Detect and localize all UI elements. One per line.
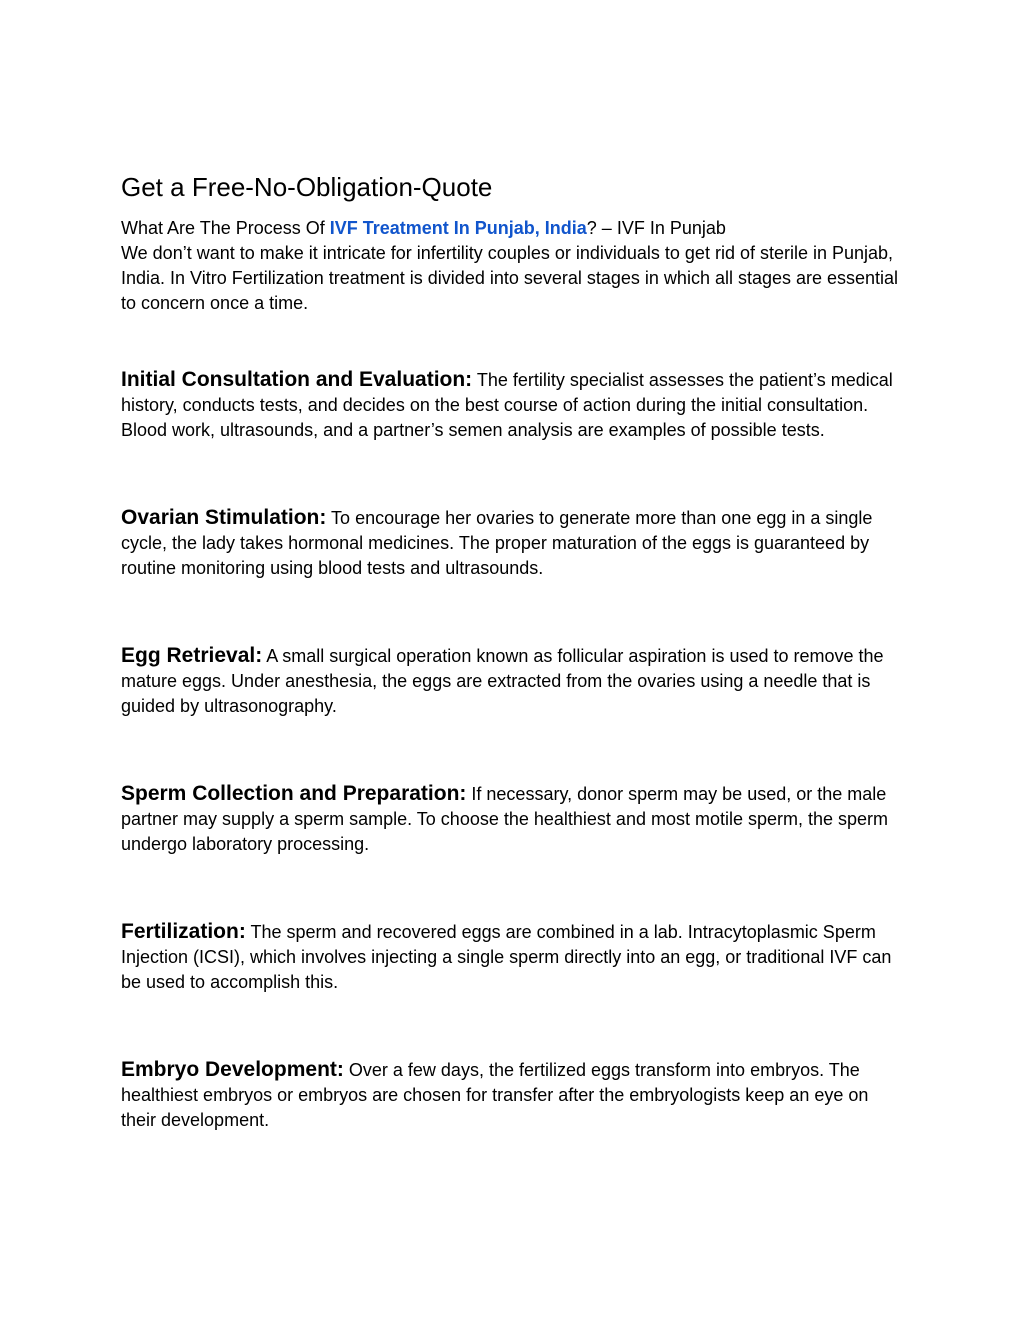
section-embryo-development [121,1057,904,1133]
section-text: A small surgical operation known as follicular aspiration is used to remove the mature eggs. Under anesthesia, the eggs are extracted from the ovaries using a needle that is guided by ultrasonography. [121,646,884,716]
section-initial-consultation [121,367,904,443]
section-heading: Egg Retrieval: [121,644,263,667]
section-text: Over a few days, the fertilized eggs transform into embryos. The healthiest embryos or embryos are chosen for transfer after the embryologists keep an eye on their development. [121,1060,869,1130]
section-egg-retrieval [121,643,904,719]
section-ovarian-stimulation [121,505,904,581]
ivf-treatment-link[interactable]: IVF Treatment In Punjab, India [329,218,587,238]
section-heading: Fertilization: [121,920,246,943]
section-text: To encourage her ovaries to generate more than one egg in a single cycle, the lady takes hormonal medicines. The proper maturation of the eggs is guaranteed by routine monitoring using blood tests and ultrasounds. [121,508,873,578]
section-sperm-collection [121,781,904,857]
section-text: If necessary, donor sperm may be used, or the male partner may supply a sperm sample. To choose the healthiest and most motile sperm, the sperm undergo laboratory processing. [121,784,889,854]
intro-question-prefix: What Are The Process Of [121,218,330,238]
section-fertilization [121,919,904,995]
section-heading: Sperm Collection and Preparation: [121,782,467,805]
section-text: The sperm and recovered eggs are combined in a lab. Intracytoplasmic Sperm Injection (ICSI), which involves injecting a single sperm directly into an egg, or traditional IVF can be used to accomplish this. [121,922,892,992]
section-heading: Ovarian Stimulation: [121,506,327,529]
section-heading: Embryo Development: [121,1058,344,1081]
section-text: The fertility specialist assesses the patient’s medical history, conducts tests, and decides on the best course of action during the initial consultation. Blood work, ultrasounds, and a partner’s semen analysis are examples of possible tests. [121,370,893,440]
intro-question-suffix: ? – IVF In Punjab [586,218,726,238]
intro-paragraph: We don’t want to make it intricate for infertility couples or individuals to get rid of sterile in Punjab, India. In Vitro Fertilization treatment is divided into several stages in which all stages are essential to concern once a time. [121,243,899,313]
intro-question-line [121,216,904,241]
page-title: Get a Free-No-Obligation-Quote [121,172,493,202]
section-heading: Initial Consultation and Evaluation: [121,368,473,391]
